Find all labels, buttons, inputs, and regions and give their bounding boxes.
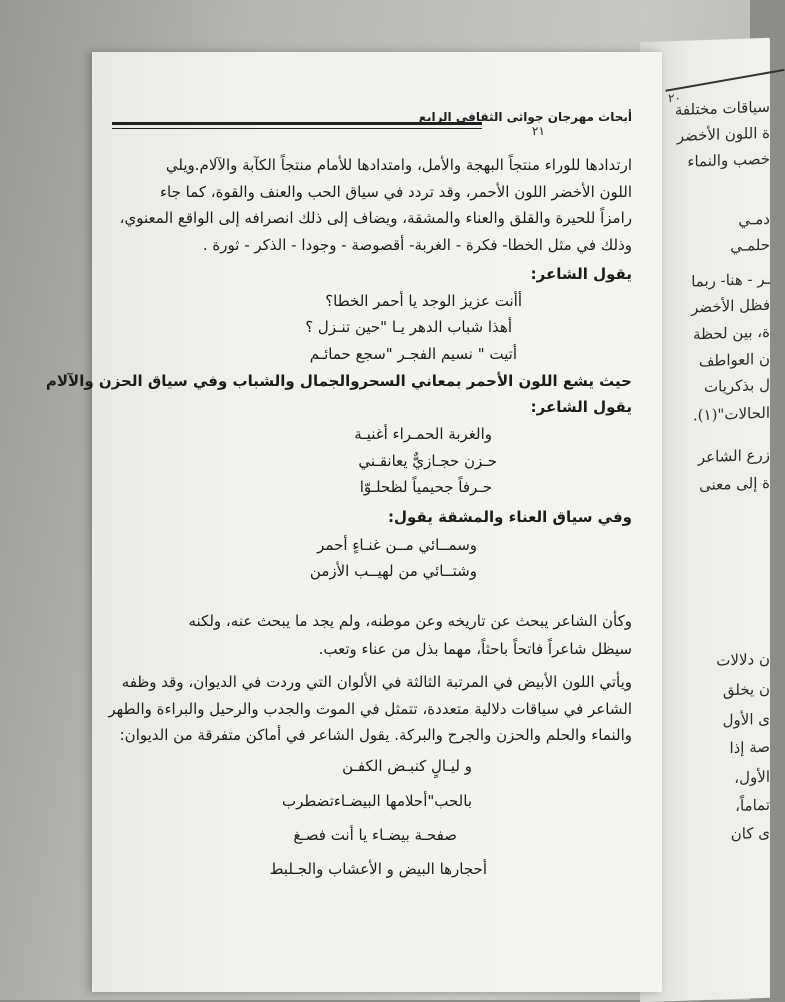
adjacent-line: ة اللون الأخضر: [676, 123, 770, 145]
quote-label: وفي سياق العناء والمشقة يقول:: [388, 508, 632, 526]
paragraph-line: حيث يشع اللون الأحمر بمعاني السحروالجمال والشباب وفي سياق الحزن والآلام: [45, 372, 632, 390]
verse-line: و ليـالٍ كنبـض الكفـن: [342, 757, 472, 775]
verse-line: وشتــائي من لهيــب الأزمن: [309, 562, 477, 580]
adjacent-line: فظل الأخضر: [691, 295, 770, 317]
paragraph-line: والنماء والحلم والحزن والجرح والبركة. يقول الشاعر في أماكن متفرقة من الديوان:: [119, 726, 632, 744]
verse-line: أهذا شباب الدهر يـا "حين تنـزل ؟: [305, 318, 512, 336]
adjacent-line: ن دلالات: [716, 649, 770, 670]
adjacent-line: سياقات مختلفة: [674, 97, 770, 120]
verse-line: أحجارها البيض و الأعشاب والجـلبط: [269, 860, 487, 878]
quote-label: يقول الشاعر:: [530, 265, 632, 283]
adjacent-line: تماماً،: [735, 795, 770, 815]
verse-line: حـرفاً جحيمياً لظحلـوّا: [359, 478, 492, 496]
paragraph-line: وكأن الشاعر يبحث عن تاريخه وعن موطنه، ولم يجد ما يبحث عنه، ولكنه: [188, 612, 632, 630]
verse-line: وسمــائي مــن غنـاءٍ أحمر: [317, 536, 477, 554]
verse-line: حـزن حجـازيٌّ يعانقـني: [358, 452, 497, 470]
adjacent-line: زرع الشاعر: [697, 445, 770, 467]
adjacent-line: الحالات"(١).: [692, 403, 770, 425]
adjacent-line: صة إذا: [729, 737, 770, 758]
adjacent-line: ـر - هنا- ربما: [691, 269, 770, 291]
verse-line: بالحب"أحلامها البيضـاءتضطرب: [281, 792, 472, 810]
page-number: ٢١: [532, 124, 545, 138]
adjacent-line: ن يخلق: [722, 679, 770, 700]
header-title: أبحاث مهرجان جواثى الثقافي الرابع: [418, 110, 632, 124]
verse-line: أأنت عزيز الوجد يا أحمر الخطا؟: [325, 292, 522, 310]
header-rule: [112, 128, 482, 129]
header-rule: [665, 69, 784, 92]
paragraph-line: اللون الأخضر اللون الأحمر، وقد تردد في سياق الحب والعنف والقوة، كما جاء: [159, 183, 632, 201]
paragraph-line: الشاعر في سياقات دلالية متعددة، تتمثل في الموت والجدب والرحيل والبراءة والطهر: [108, 700, 632, 718]
adjacent-line: دمـي: [738, 209, 770, 229]
paragraph-line: وذلك في مثل الخطا- فكرة - الغربة- أقصوصة - وجودا - الذكر - ثورة .: [202, 236, 632, 254]
verse-line: أتيت " نسيم الفجـر "سجع حمائـم: [309, 345, 517, 363]
paragraph-line: سيظل شاعراً فاتحاً باحثاً، مهما بذل من عناء وتعب.: [318, 640, 632, 658]
adjacent-line: ة إلى معنى: [699, 473, 770, 495]
adjacent-line: ى الأول: [722, 709, 770, 730]
quote-label: يقول الشاعر:: [530, 398, 632, 416]
adjacent-page-number: ٢٠: [668, 90, 681, 106]
adjacent-line: ة، بين لحظة: [693, 322, 770, 344]
adjacent-line: حلمـي: [730, 235, 770, 256]
adjacent-line: ن العواطف: [698, 349, 770, 371]
verse-line: صفحـة بيضـاء يا أنت فصـغ: [293, 826, 457, 844]
adjacent-line: الأول،: [734, 767, 770, 787]
adjacent-line: ى كان: [730, 823, 770, 844]
adjacent-line: ل بذكريات: [704, 375, 770, 397]
verse-line: والغربة الحمـراء أغنيـة: [354, 425, 492, 443]
paragraph-line: ويأتي اللون الأبيض في المرتبة الثالثة في الألوان التي وردت في الديوان، وقد وظفه: [121, 673, 632, 691]
running-header: [112, 108, 632, 138]
book-page: [45, 52, 662, 992]
adjacent-line: خصب والنماء: [687, 149, 770, 171]
paragraph-line: رامزاً للحيرة والقلق والعناء والمشقة، ويضاف إلى ذلك انصرافه إلى الواقع المعنوي،: [119, 209, 632, 227]
paragraph-line: ارتدادها للوراء منتجاً البهجة والأمل، وامتدادها للأمام منتجاً الكآبة والآلام.ويلي: [165, 156, 632, 174]
